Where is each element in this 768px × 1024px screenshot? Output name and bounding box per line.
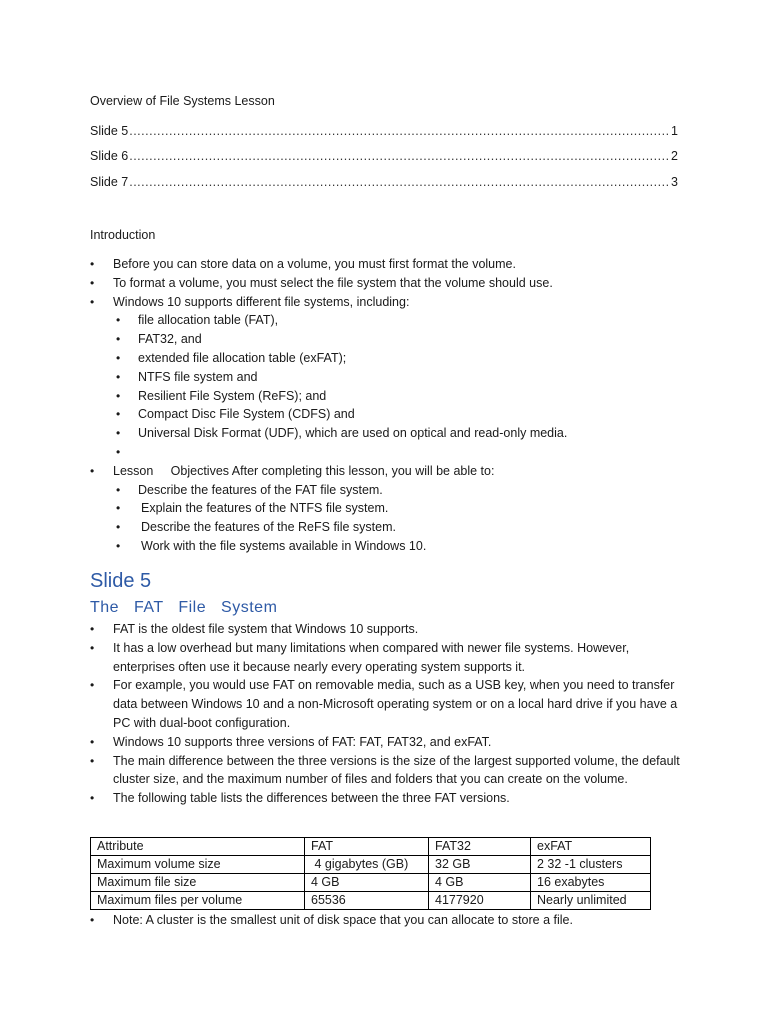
table-cell: 4 GB [305, 874, 429, 892]
list-item: • file allocation table (FAT), [90, 311, 690, 330]
list-item: • Universal Disk Format (UDF), which are used on optical and read-only media. [90, 424, 690, 443]
toc-page-number: 2 [671, 149, 678, 163]
list-item: • Describe the features of the FAT file system. [90, 481, 690, 500]
list-item: • NTFS file system and [90, 368, 690, 387]
bullet-icon: • [90, 257, 95, 271]
bullet-icon: • [116, 520, 121, 535]
bullet-icon: • [116, 426, 121, 441]
bullet-icon: • [90, 791, 95, 806]
bullet-icon: • [116, 350, 121, 365]
table-cell: 4 GB [429, 874, 531, 892]
bullet-icon: • [116, 369, 121, 384]
list-item: • Resilient File System (ReFS); and [90, 387, 690, 406]
table-header-cell: exFAT [531, 838, 651, 856]
toc-label: Slide 5 [90, 124, 129, 138]
bullet-icon: • [116, 407, 121, 422]
table-row [91, 892, 651, 910]
bullet-icon: • [90, 734, 95, 749]
table-cell: Maximum file size [91, 874, 305, 892]
bullet-icon: • [90, 294, 95, 309]
toc-entry-slide-5[interactable] [90, 124, 678, 138]
bullet-icon: • [90, 913, 95, 927]
table-cell: 4 gigabytes (GB) [305, 856, 429, 874]
fat-bullet-list [90, 620, 682, 808]
fat-file-system-heading: The FAT File System [90, 599, 278, 616]
bullet-icon: • [116, 313, 121, 328]
bullet-icon: • [116, 501, 121, 516]
list-item: • The following table lists the differences between the three FAT versions. [90, 789, 682, 808]
toc-label: Slide 6 [90, 149, 129, 163]
fat-versions-table [90, 837, 651, 910]
table-cell: Nearly unlimited [531, 892, 651, 910]
list-item: • FAT is the oldest file system that Windows 10 supports. [90, 620, 682, 639]
list-item [90, 911, 690, 930]
table-cell: 4177920 [429, 892, 531, 910]
bullet-icon: • [116, 388, 121, 403]
table-cell: Maximum files per volume [91, 892, 305, 910]
list-item: • extended file allocation table (exFAT); [90, 349, 690, 368]
list-item: • For example, you would use FAT on removable media, such as a USB key, when you need to transfer data between Windows 10 and a non-Microsoft operating system or on a local hard drive if you have a PC with dual-boot configuration. [90, 678, 678, 730]
bullet-icon: • [90, 463, 95, 478]
list-item: • FAT32, and [90, 330, 690, 349]
list-item: • Describe the features of the ReFS file system. [90, 518, 690, 537]
slide-5-heading: Slide 5 [90, 570, 152, 592]
bullet-icon: • [116, 332, 121, 347]
list-item: • Windows 10 supports different file systems, including: [90, 293, 690, 312]
list-item: • Windows 10 supports three versions of FAT: FAT, FAT32, and exFAT. [90, 733, 682, 752]
bullet-icon: • [90, 678, 95, 693]
table-cell: 16 exabytes [531, 874, 651, 892]
table-cell: Maximum volume size [91, 856, 305, 874]
bullet-icon: • [116, 482, 121, 497]
toc-leader-dots [129, 149, 670, 163]
table-cell: 32 GB [429, 856, 531, 874]
table-header-cell: FAT32 [429, 838, 531, 856]
toc-entry-slide-6[interactable] [90, 149, 678, 163]
list-item-empty [90, 443, 690, 462]
bullet-icon: • [116, 444, 121, 459]
list-item: • It has a low overhead but many limitations when compared with newer file systems. However, enterprises often use it because nearly every operating system supports it. [90, 640, 630, 674]
bullet-icon: • [90, 622, 95, 636]
document-title: Overview of File Systems Lesson [90, 94, 275, 108]
toc-page-number: 3 [671, 175, 678, 189]
list-item: • Before you can store data on a volume, you must first format the volume. [90, 255, 690, 274]
toc-entry-slide-7[interactable] [90, 175, 678, 189]
list-item: • The main difference between the three versions is the size of the largest supported volume, the default cluster size, and the maximum number of files and folders that you can create on the volume. [90, 753, 680, 787]
table-row [91, 856, 651, 874]
table-header-row [91, 838, 651, 856]
bullet-icon: • [90, 275, 95, 290]
table-cell: 65536 [305, 892, 429, 910]
toc-page-number: 1 [671, 124, 678, 138]
bullet-icon: • [90, 640, 95, 655]
table-header-cell: Attribute [91, 838, 305, 856]
list-item: • Lesson Objectives After completing this lesson, you will be able to: [90, 462, 690, 481]
table-header-cell: FAT [305, 838, 429, 856]
toc-leader-dots [129, 175, 670, 189]
bullet-icon: • [116, 538, 121, 553]
list-item: • Work with the file systems available in Windows 10. [90, 537, 690, 556]
table-row [91, 874, 651, 892]
toc-leader-dots [129, 124, 670, 138]
list-item: • Compact Disc File System (CDFS) and [90, 405, 690, 424]
cluster-note: Note: A cluster is the smallest unit of disk space that you can allocate to store a file. [113, 913, 573, 927]
list-item: • Explain the features of the NTFS file system. [90, 499, 690, 518]
introduction-heading: Introduction [90, 228, 156, 242]
list-item: • To format a volume, you must select the file system that the volume should use. [90, 274, 690, 293]
note-list [90, 911, 690, 930]
toc-label: Slide 7 [90, 175, 129, 189]
bullet-icon: • [90, 753, 95, 768]
introduction-list [90, 255, 690, 556]
table-cell: 2 32 -1 clusters [531, 856, 651, 874]
